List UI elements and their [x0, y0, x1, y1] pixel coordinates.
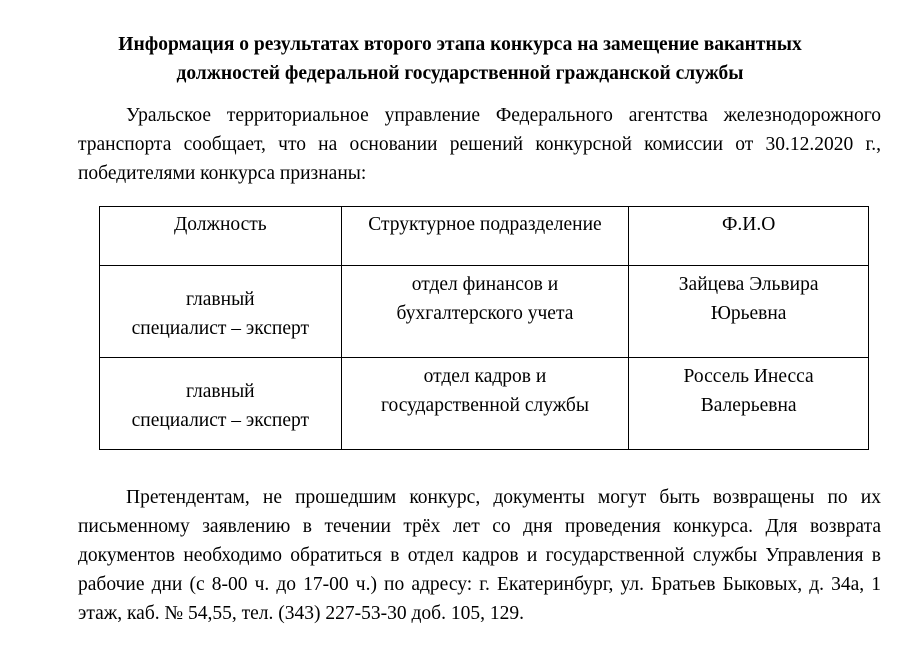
header-position: Должность — [100, 207, 342, 266]
title-line-1: Информация о результатах второго этапа конкурса на замещение вакантных — [118, 34, 802, 55]
name-line: Зайцева Эльвира — [678, 274, 819, 295]
name-line: Россель Инесса — [683, 366, 814, 387]
position-line: специалист – эксперт — [131, 409, 310, 431]
table-header-row — [100, 207, 869, 266]
header-department: Структурное подразделение — [341, 207, 629, 266]
department-line: государственной службы — [380, 395, 589, 416]
cell-department — [341, 266, 629, 358]
position-line: главный — [186, 380, 255, 402]
department-line: отдел кадров и — [423, 366, 547, 387]
cell-department — [341, 358, 629, 450]
cell-position — [100, 358, 342, 450]
position-line: главный — [186, 288, 255, 310]
name-line: Валерьевна — [700, 395, 797, 416]
outro-paragraph: Претендентам, не прошедшим конкурс, документы могут быть возвращены по их письменному заявлению в течении трёх лет со дня проведения конкурса. Для возврата документов необходимо обратиться в отдел кадров и государственной службы Управления в рабочие дни (с 8-00 ч. до 17-00 ч.) по адресу: г. Екатеринбург, ул. Братьев Быковых, д. 34а, 1 этаж, каб. № 54,55, тел. (343) 227-53-30 доб. 105, 129. — [78, 487, 881, 624]
cell-name — [629, 266, 869, 358]
name-line: Юрьевна — [710, 303, 787, 324]
document-title — [40, 30, 880, 88]
intro-paragraph: Уральское территориальное управление Федерального агентства железнодорожного транспорта сообщает, что на основании решений конкурсной комиссии от 30.12.2020 г., победителями конкурса признаны: — [78, 105, 881, 184]
winners-table — [99, 206, 869, 450]
cell-name — [629, 358, 869, 450]
table-row — [100, 266, 869, 358]
position-line: специалист – эксперт — [131, 317, 310, 339]
department-line: бухгалтерского учета — [396, 303, 574, 324]
header-name: Ф.И.О — [629, 207, 869, 266]
department-line: отдел финансов и — [411, 274, 559, 295]
title-line-2: должностей федеральной государственной гражданской службы — [176, 63, 744, 84]
cell-position — [100, 266, 342, 358]
table-row — [100, 358, 869, 450]
